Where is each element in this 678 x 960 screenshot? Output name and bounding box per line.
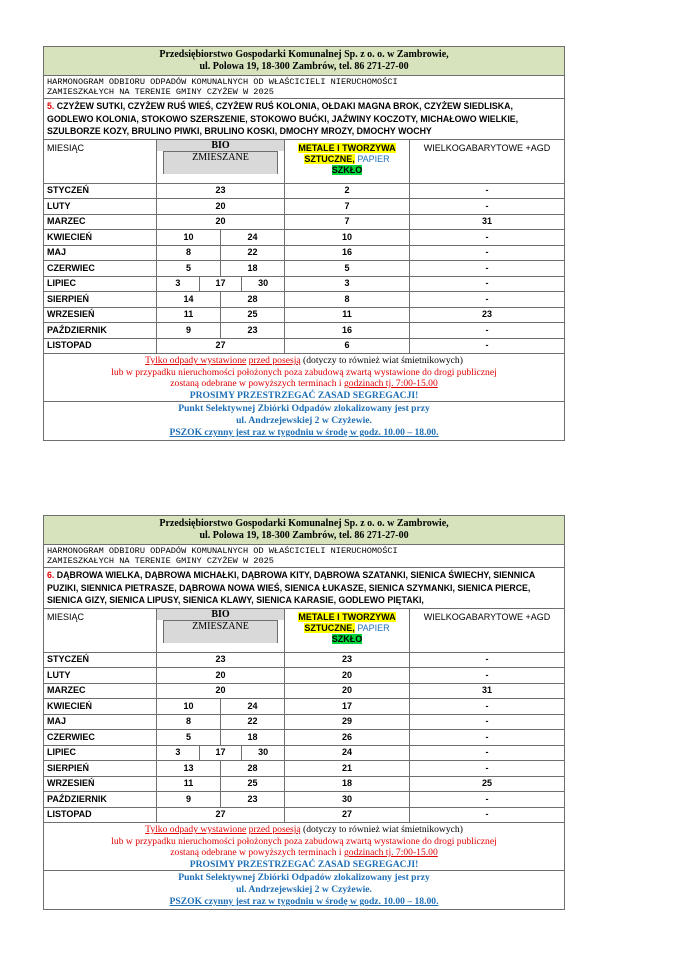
segregation-appeal: PROSIMY PRZESTRZEGAĆ ZASAD SEGREGACJI! (189, 858, 419, 870)
metal-header: METALE I TWORZYWA (298, 142, 396, 153)
bio-mixed-date: 23 (157, 183, 285, 199)
bio-mixed-split-cell (157, 776, 285, 792)
month-cell: WRZESIEŃ (44, 776, 157, 792)
bulky-waste-date: - (410, 276, 565, 292)
month-cell: LUTY (44, 668, 157, 684)
bio-mixed-split-cell (157, 307, 285, 323)
schedule-table (43, 46, 565, 441)
bio-mixed-date: 8 (157, 715, 221, 730)
notice-line: zostaną odebrane w powyższych terminach i (170, 378, 342, 389)
table-row (44, 230, 565, 246)
bio-mixed-date: 13 (157, 761, 221, 776)
bulky-waste-date: - (410, 761, 565, 777)
bio-mixed-date: 20 (157, 199, 285, 215)
metal-plastic-paper-glass-date: 27 (285, 807, 410, 823)
bio-mixed-date: 30 (258, 278, 269, 289)
bulky-waste-date: - (410, 323, 565, 339)
bio-mixed-date: 24 (247, 700, 258, 711)
recyclables-column-header (285, 139, 410, 183)
bio-mixed-date: 23 (157, 652, 285, 668)
bulky-waste-date: - (410, 714, 565, 730)
metal-plastic-paper-glass-date: 21 (285, 761, 410, 777)
schedule-title-line: ZAMIESZKAŁYCH NA TERENIE GMINY CZYŻEW W 2025 (47, 87, 274, 97)
plastic-header: SZTUCZNE, (304, 622, 355, 633)
bulky-waste-date: - (410, 292, 565, 308)
bulky-waste-date: - (410, 652, 565, 668)
bio-mixed-split-cell (157, 245, 285, 261)
pickup-notice (44, 354, 565, 402)
metal-plastic-paper-glass-date: 5 (285, 261, 410, 277)
bulky-waste-date: - (410, 199, 565, 215)
month-column-header: MIESIĄC (44, 608, 157, 652)
bio-mixed-split-cell (157, 323, 285, 339)
pszok-line: ul. Andrzejewskiej 2 w Czyżewie. (236, 884, 372, 895)
notice-red-text: przed posesją (248, 824, 301, 835)
metal-plastic-paper-glass-date: 3 (285, 276, 410, 292)
metal-plastic-paper-glass-date: 16 (285, 245, 410, 261)
table-row (44, 276, 565, 292)
metal-plastic-paper-glass-date: 20 (285, 683, 410, 699)
area-localities: CZYŻEW SUTKI, CZYŻEW RUŚ WIEŚ, CZYŻEW RUŚ KOLONIA, OŁDAKI MAGNA BROK, CZYŻEW SIEDLISKA, GODLEWO KOLONIA, STOKOWO SZERSZENIE, STOKOWO BUĆKI, JAŹWINY KOCZOTY, MICHAŁOWO WIELKIE, SZULBORZE KOZY, BRULINO PIWKI, BRULINO KOSKI, DMOCHY MROZY, DMOCHY WOCHY (47, 101, 519, 136)
area-number: 5. (47, 101, 55, 111)
metal-plastic-paper-glass-date: 23 (285, 652, 410, 668)
schedule-title-line: ZAMIESZKAŁYCH NA TERENIE GMINY CZYŻEW W 2025 (47, 556, 274, 566)
notice-line: lub w przypadku nieruchomości położonych poza zabudową zwartą wystawione do drogi publicznej (111, 366, 497, 378)
schedule-table (43, 515, 565, 910)
month-cell: MARZEC (44, 683, 157, 699)
company-address: ul. Polowa 19, 18-300 Zambrów, tel. 86 271-27-00 (199, 530, 409, 541)
bio-mixed-date: 25 (247, 309, 258, 320)
bulky-waste-date: - (410, 261, 565, 277)
bio-mixed-date: 20 (157, 683, 285, 699)
column-header-row (44, 608, 565, 652)
metal-plastic-paper-glass-date: 7 (285, 214, 410, 230)
recyclables-column-header (285, 608, 410, 652)
bio-mixed-date: 5 (157, 730, 221, 745)
month-cell: LISTOPAD (44, 338, 157, 354)
bio-mixed-split-cell (157, 292, 285, 308)
pszok-line: Punkt Selektywnej Zbiórki Odpadów zlokalizowany jest przy (178, 403, 430, 414)
table-row (44, 792, 565, 808)
bio-mixed-date: 23 (247, 793, 258, 804)
table-row (44, 652, 565, 668)
table-row (44, 183, 565, 199)
bulky-waste-date: - (410, 699, 565, 715)
table-row (44, 683, 565, 699)
table-row (44, 761, 565, 777)
bio-mixed-split-cell (157, 699, 285, 715)
bulky-waste-date: - (410, 792, 565, 808)
schedule-section-2 (43, 515, 564, 910)
month-cell: KWIECIEŃ (44, 699, 157, 715)
bio-mixed-split-cell (157, 792, 285, 808)
metal-header: METALE I TWORZYWA (298, 611, 396, 622)
table-row (44, 214, 565, 230)
month-cell: LIPIEC (44, 276, 157, 292)
area-localities: DĄBROWA WIELKA, DĄBROWA MICHAŁKI, DĄBROWA KITY, DĄBROWA SZATANKI, SIENICA ŚWIECHY, SIENNICA PUZIKI, SIENNICA PIETRASZE, DĄBROWA NOWA WIEŚ, SIENICA ŁUKASZE, SIENICA SZYMANKI, SIENICA PIERCE, SIENICA GIZY, SIENICA LIPUSY, SIENICA KLAWY, SIENICA KARASIE, GODLEWO PIĘTAKI, (47, 570, 535, 605)
metal-plastic-paper-glass-date: 20 (285, 668, 410, 684)
metal-plastic-paper-glass-date: 6 (285, 338, 410, 354)
bulky-waste-date: - (410, 807, 565, 823)
pickup-notice (44, 823, 565, 871)
bulky-waste-date: - (410, 183, 565, 199)
bulky-waste-date: - (410, 230, 565, 246)
metal-plastic-paper-glass-date: 2 (285, 183, 410, 199)
pszok-line: ul. Andrzejewskiej 2 w Czyżewie. (236, 415, 372, 426)
metal-plastic-paper-glass-date: 8 (285, 292, 410, 308)
bulky-waste-date: - (410, 245, 565, 261)
notice-red-text: Tylko odpady wystawione (145, 355, 247, 366)
pszok-info (44, 871, 565, 910)
month-cell: MAJ (44, 714, 157, 730)
bio-mixed-date: 5 (157, 261, 221, 276)
bulky-waste-date: 31 (410, 683, 565, 699)
table-row (44, 261, 565, 277)
notice-line: zostaną odebrane w powyższych terminach i (170, 847, 342, 858)
table-row (44, 714, 565, 730)
month-cell: PAŹDZIERNIK (44, 792, 157, 808)
table-row (44, 730, 565, 746)
month-cell: CZERWIEC (44, 730, 157, 746)
bulky-waste-date: - (410, 745, 565, 761)
month-cell: SIERPIEŃ (44, 292, 157, 308)
pszok-info (44, 402, 565, 441)
month-cell: LUTY (44, 199, 157, 215)
month-cell: MAJ (44, 245, 157, 261)
metal-plastic-paper-glass-date: 29 (285, 714, 410, 730)
table-row (44, 307, 565, 323)
bio-mixed-split-cell (157, 276, 285, 292)
company-address: ul. Polowa 19, 18-300 Zambrów, tel. 86 271-27-00 (199, 61, 409, 72)
bio-mixed-date: 28 (247, 762, 258, 773)
table-row (44, 338, 565, 354)
bio-mixed-date: 30 (258, 747, 269, 758)
month-cell: LIPIEC (44, 745, 157, 761)
month-cell: CZERWIEC (44, 261, 157, 277)
bio-mixed-date: 17 (199, 746, 241, 761)
pszok-hours: PSZOK czynny jest raz w tygodniu w środę w godz. 10.00 – 18.00. (169, 427, 439, 438)
bio-mixed-date: 22 (247, 247, 258, 258)
bulky-waste-date: - (410, 338, 565, 354)
bio-mixed-date: 10 (157, 230, 221, 245)
bio-mixed-column-header (157, 608, 285, 652)
notice-red-text: przed posesją (248, 355, 301, 366)
notice-black-text: (dotyczy to również wiat śmietnikowych) (303, 355, 463, 366)
bulky-column-header: WIELKOGABARYTOWE +AGD (410, 139, 565, 183)
schedule-title-line: HARMONOGRAM ODBIORU ODPADÓW KOMUNALNYCH OD WŁAŚCICIELI NIERUCHOMOŚCI (47, 546, 398, 556)
table-row (44, 668, 565, 684)
area-list (44, 568, 565, 609)
month-cell: KWIECIEŃ (44, 230, 157, 246)
notice-black-text: (dotyczy to również wiat śmietnikowych) (303, 824, 463, 835)
schedule-section-1 (43, 46, 564, 441)
pszok-line: Punkt Selektywnej Zbiórki Odpadów zlokalizowany jest przy (178, 872, 430, 883)
bulky-waste-date: - (410, 730, 565, 746)
glass-header: SZKŁO (331, 633, 363, 644)
metal-plastic-paper-glass-date: 18 (285, 776, 410, 792)
bio-header: BIO (157, 140, 284, 151)
month-cell: WRZESIEŃ (44, 307, 157, 323)
metal-plastic-paper-glass-date: 24 (285, 745, 410, 761)
company-name: Przedsiębiorstwo Gospodarki Komunalnej Sp. z o. o. w Zambrowie, (159, 49, 449, 60)
mixed-header: ZMIESZANE (163, 620, 278, 643)
bio-mixed-date: 28 (247, 293, 258, 304)
paper-header: PAPIER (357, 153, 390, 164)
notice-hours: godzinach tj. 7:00-15.00 (343, 378, 438, 389)
month-cell: STYCZEŃ (44, 183, 157, 199)
company-name: Przedsiębiorstwo Gospodarki Komunalnej Sp. z o. o. w Zambrowie, (159, 518, 449, 529)
bio-mixed-date: 11 (157, 777, 221, 792)
bio-mixed-date: 23 (247, 324, 258, 335)
glass-header: SZKŁO (331, 164, 363, 175)
metal-plastic-paper-glass-date: 17 (285, 699, 410, 715)
table-row (44, 776, 565, 792)
table-row (44, 699, 565, 715)
bio-mixed-split-cell (157, 261, 285, 277)
month-cell: MARZEC (44, 214, 157, 230)
bulky-column-header: WIELKOGABARYTOWE +AGD (410, 608, 565, 652)
bio-mixed-date: 22 (247, 716, 258, 727)
bio-mixed-date: 9 (157, 792, 221, 807)
metal-plastic-paper-glass-date: 16 (285, 323, 410, 339)
bio-mixed-date: 20 (157, 214, 285, 230)
metal-plastic-paper-glass-date: 11 (285, 307, 410, 323)
month-cell: SIERPIEŃ (44, 761, 157, 777)
bio-mixed-split-cell (157, 714, 285, 730)
bulky-waste-date: - (410, 668, 565, 684)
bio-mixed-date: 17 (199, 277, 241, 292)
bio-mixed-date: 20 (157, 668, 285, 684)
company-header (44, 47, 565, 76)
month-cell: LISTOPAD (44, 807, 157, 823)
month-cell: PAŹDZIERNIK (44, 323, 157, 339)
bio-mixed-split-cell (157, 745, 285, 761)
bio-mixed-date: 25 (247, 778, 258, 789)
bio-mixed-date: 27 (157, 807, 285, 823)
pszok-hours: PSZOK czynny jest raz w tygodniu w środę w godz. 10.00 – 18.00. (169, 896, 439, 907)
segregation-appeal: PROSIMY PRZESTRZEGAĆ ZASAD SEGREGACJI! (189, 389, 419, 401)
bio-mixed-date: 14 (157, 292, 221, 307)
month-column-header: MIESIĄC (44, 139, 157, 183)
bulky-waste-date: 23 (410, 307, 565, 323)
column-header-row (44, 139, 565, 183)
bio-mixed-split-cell (157, 230, 285, 246)
bio-mixed-split-cell (157, 730, 285, 746)
paper-header: PAPIER (357, 622, 390, 633)
bio-header: BIO (157, 609, 284, 620)
table-row (44, 323, 565, 339)
bulky-waste-date: 25 (410, 776, 565, 792)
area-number: 6. (47, 570, 55, 580)
bio-mixed-date: 11 (157, 308, 221, 323)
bio-mixed-split-cell (157, 761, 285, 777)
bio-mixed-date: 9 (157, 323, 221, 338)
table-row (44, 807, 565, 823)
table-row (44, 292, 565, 308)
bio-mixed-date: 24 (247, 231, 258, 242)
table-row (44, 245, 565, 261)
metal-plastic-paper-glass-date: 30 (285, 792, 410, 808)
notice-red-text: Tylko odpady wystawione (145, 824, 247, 835)
bio-mixed-date: 3 (157, 746, 199, 761)
metal-plastic-paper-glass-date: 10 (285, 230, 410, 246)
bio-mixed-date: 18 (247, 731, 258, 742)
bio-mixed-date: 8 (157, 246, 221, 261)
bio-mixed-date: 27 (157, 338, 285, 354)
notice-line: lub w przypadku nieruchomości położonych poza zabudową zwartą wystawione do drogi publicznej (111, 835, 497, 847)
bio-mixed-date: 18 (247, 262, 258, 273)
schedule-title (44, 545, 565, 568)
metal-plastic-paper-glass-date: 7 (285, 199, 410, 215)
month-cell: STYCZEŃ (44, 652, 157, 668)
bio-mixed-date: 3 (157, 277, 199, 292)
bulky-waste-date: 31 (410, 214, 565, 230)
schedule-title-line: HARMONOGRAM ODBIORU ODPADÓW KOMUNALNYCH OD WŁAŚCICIELI NIERUCHOMOŚCI (47, 77, 398, 87)
metal-plastic-paper-glass-date: 26 (285, 730, 410, 746)
bio-mixed-date: 10 (157, 699, 221, 714)
table-row (44, 199, 565, 215)
schedule-title (44, 76, 565, 99)
plastic-header: SZTUCZNE, (304, 153, 355, 164)
mixed-header: ZMIESZANE (163, 151, 278, 174)
notice-hours: godzinach tj. 7:00-15.00 (343, 847, 438, 858)
bio-mixed-column-header (157, 139, 285, 183)
area-list (44, 99, 565, 140)
company-header (44, 516, 565, 545)
table-row (44, 745, 565, 761)
